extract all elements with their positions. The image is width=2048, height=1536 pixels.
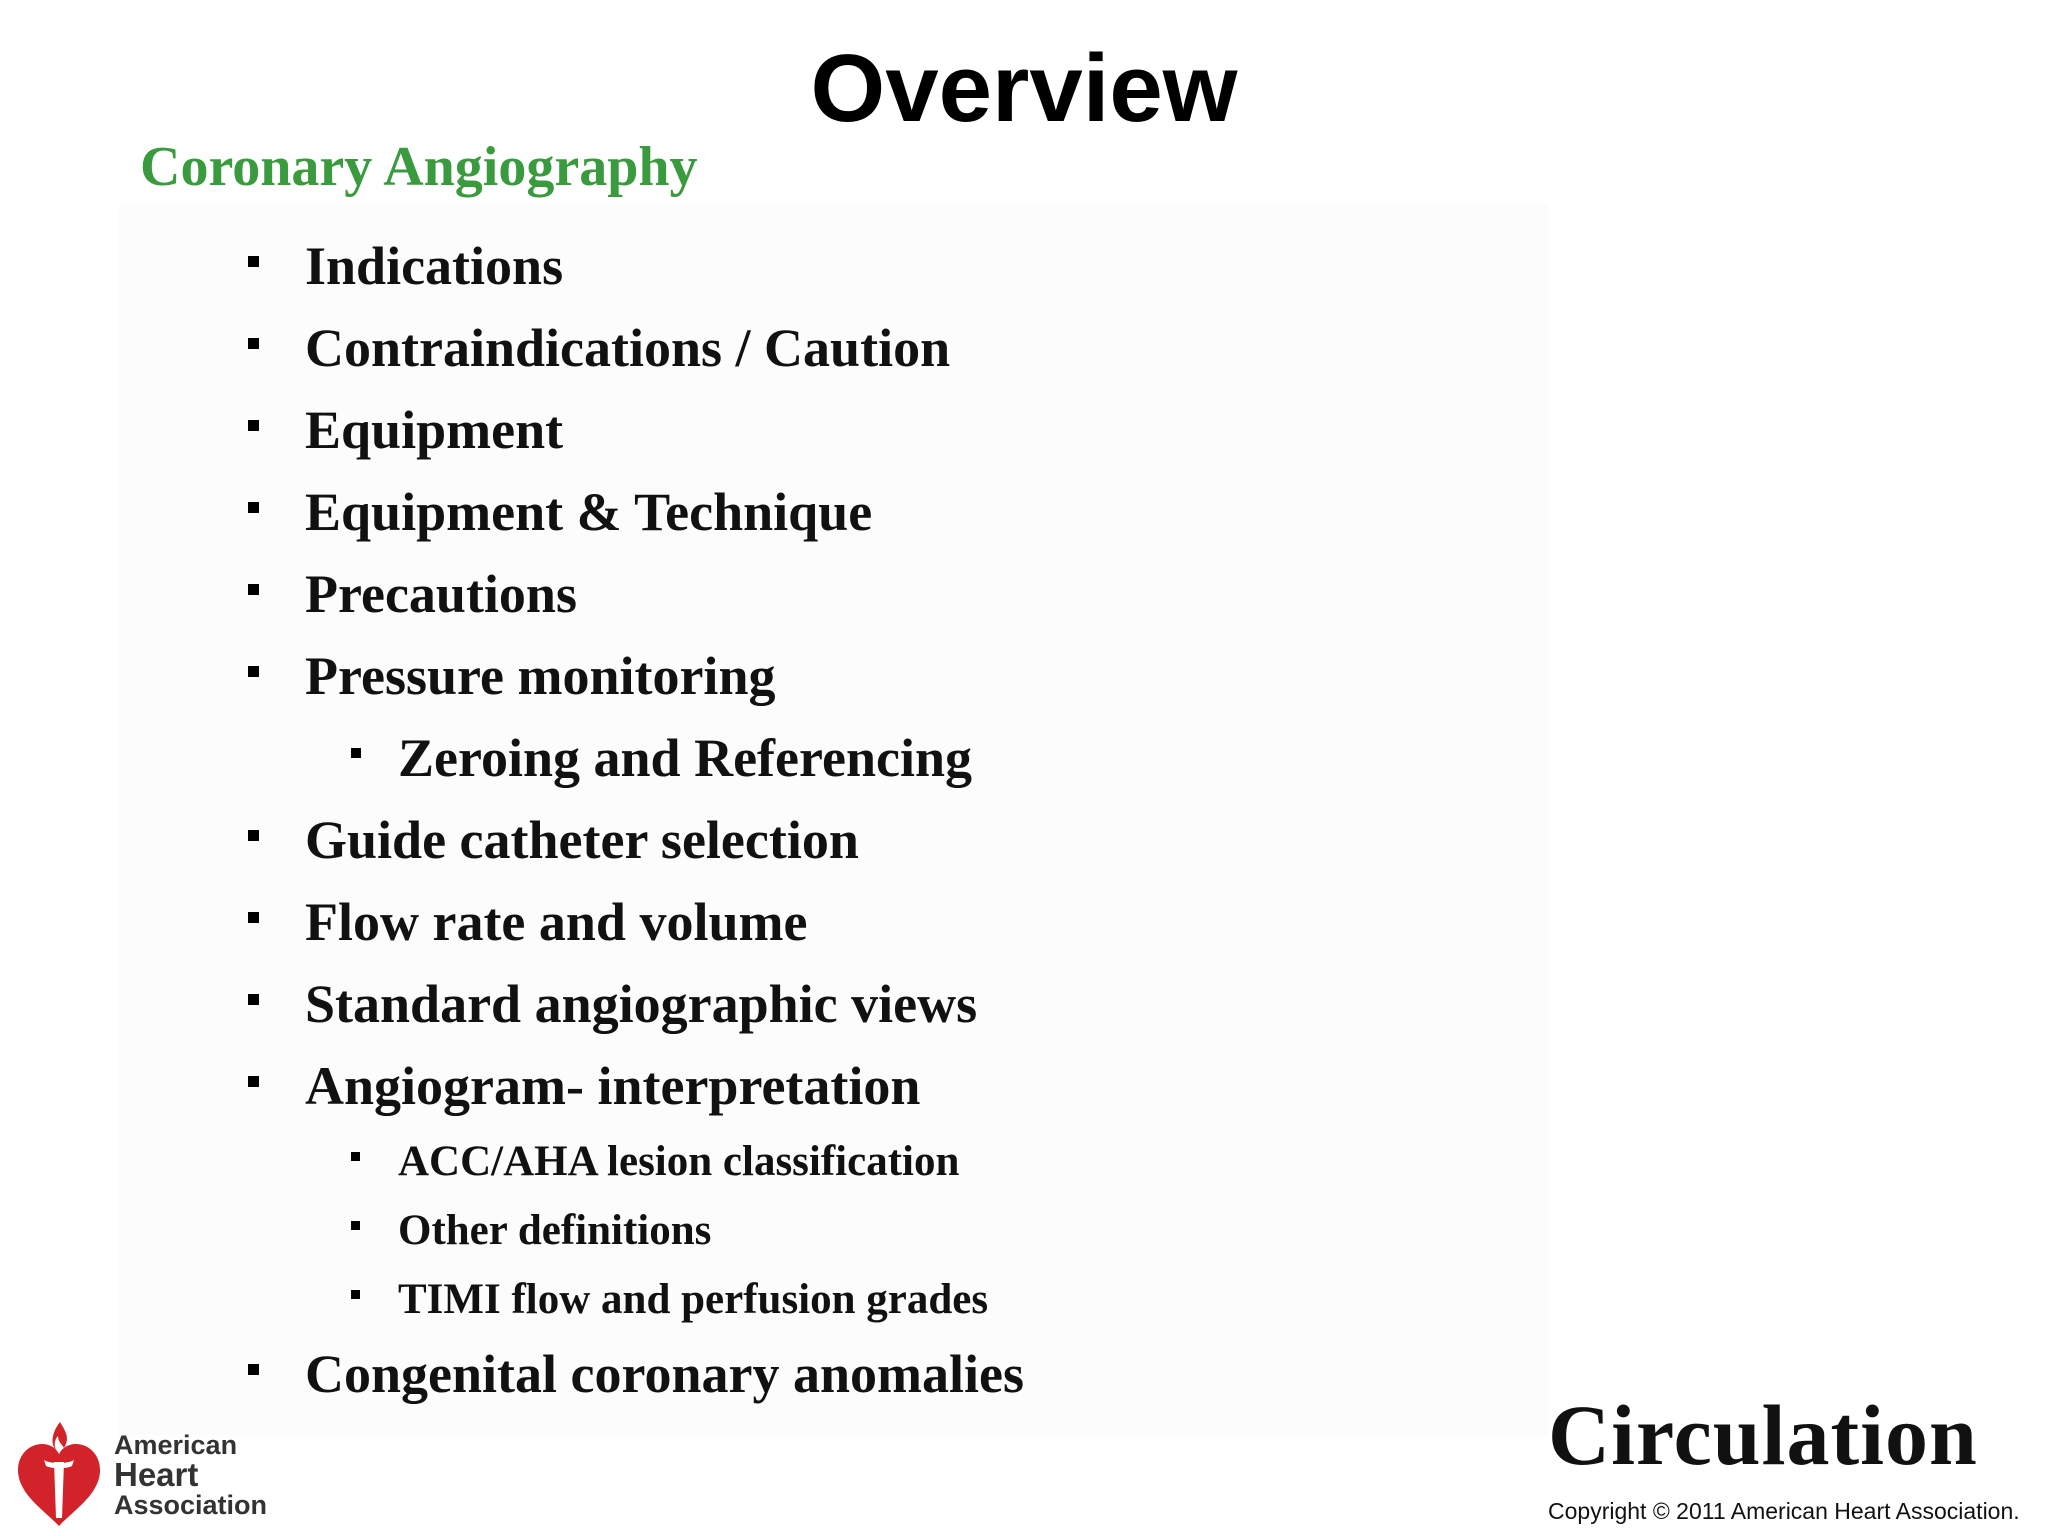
list-item-text: Equipment & Technique <box>305 482 873 542</box>
bullet-marker <box>248 1076 259 1087</box>
section-heading: Coronary Angiography <box>140 136 698 198</box>
slide-title: Overview <box>810 35 1238 142</box>
list-item <box>305 480 872 544</box>
list-item-text: Pressure monitoring <box>305 646 776 706</box>
list-item <box>305 316 950 380</box>
sub-list-item <box>398 726 972 790</box>
list-item-text: Congenital coronary anomalies <box>305 1344 1024 1404</box>
list-item <box>305 972 977 1036</box>
bullet-marker <box>248 830 259 841</box>
list-item-text: Standard angiographic views <box>305 974 978 1034</box>
sub-list-item <box>398 1274 988 1326</box>
bullet-marker <box>248 912 259 923</box>
bullet-marker <box>248 994 259 1005</box>
list-item <box>305 890 807 954</box>
aha-logo-line1: American <box>114 1430 238 1460</box>
list-item-text: Equipment <box>305 400 564 460</box>
bullet-marker <box>248 338 259 349</box>
copyright-notice: Copyright © 2011 American Heart Association. <box>1548 1498 2020 1524</box>
list-item-text: Indications <box>305 236 564 296</box>
aha-logo <box>14 1418 294 1530</box>
list-item-text: Angiogram- interpretation <box>305 1056 921 1116</box>
list-item <box>305 234 563 298</box>
aha-logo-line2: Heart <box>114 1456 199 1493</box>
bullet-marker <box>248 420 259 431</box>
bullet-marker <box>248 584 259 595</box>
journal-logo: Circulation <box>1548 1387 1978 1483</box>
bullet-marker <box>248 256 259 267</box>
bullet-marker <box>248 502 259 513</box>
list-item-text: Contraindications / Caution <box>305 318 951 378</box>
list-item-text: ACC/AHA lesion classification <box>398 1138 960 1185</box>
heart-torch-icon <box>14 1418 104 1530</box>
list-item <box>305 398 563 462</box>
bullet-marker <box>351 748 361 758</box>
list-item <box>305 562 577 626</box>
list-item-text: Guide catheter selection <box>305 810 859 870</box>
aha-logo-line3: Association <box>114 1490 268 1520</box>
bullet-marker <box>351 1221 360 1230</box>
list-item-text: Precautions <box>305 564 577 624</box>
list-item <box>305 1054 920 1118</box>
list-item <box>305 1342 1024 1406</box>
sub-list-item <box>398 1205 711 1257</box>
bullet-marker <box>351 1290 360 1299</box>
bullet-marker <box>248 1364 259 1375</box>
list-item <box>305 808 859 872</box>
list-item-text: Other definitions <box>398 1207 712 1254</box>
bullet-marker <box>248 666 259 677</box>
list-item-text: TIMI flow and perfusion grades <box>398 1276 989 1323</box>
list-item-text: Flow rate and volume <box>305 892 808 952</box>
list-item <box>305 644 775 708</box>
list-item-text: Zeroing and Referencing <box>398 728 972 788</box>
sub-list-item <box>398 1136 959 1188</box>
bullet-marker <box>351 1152 360 1161</box>
